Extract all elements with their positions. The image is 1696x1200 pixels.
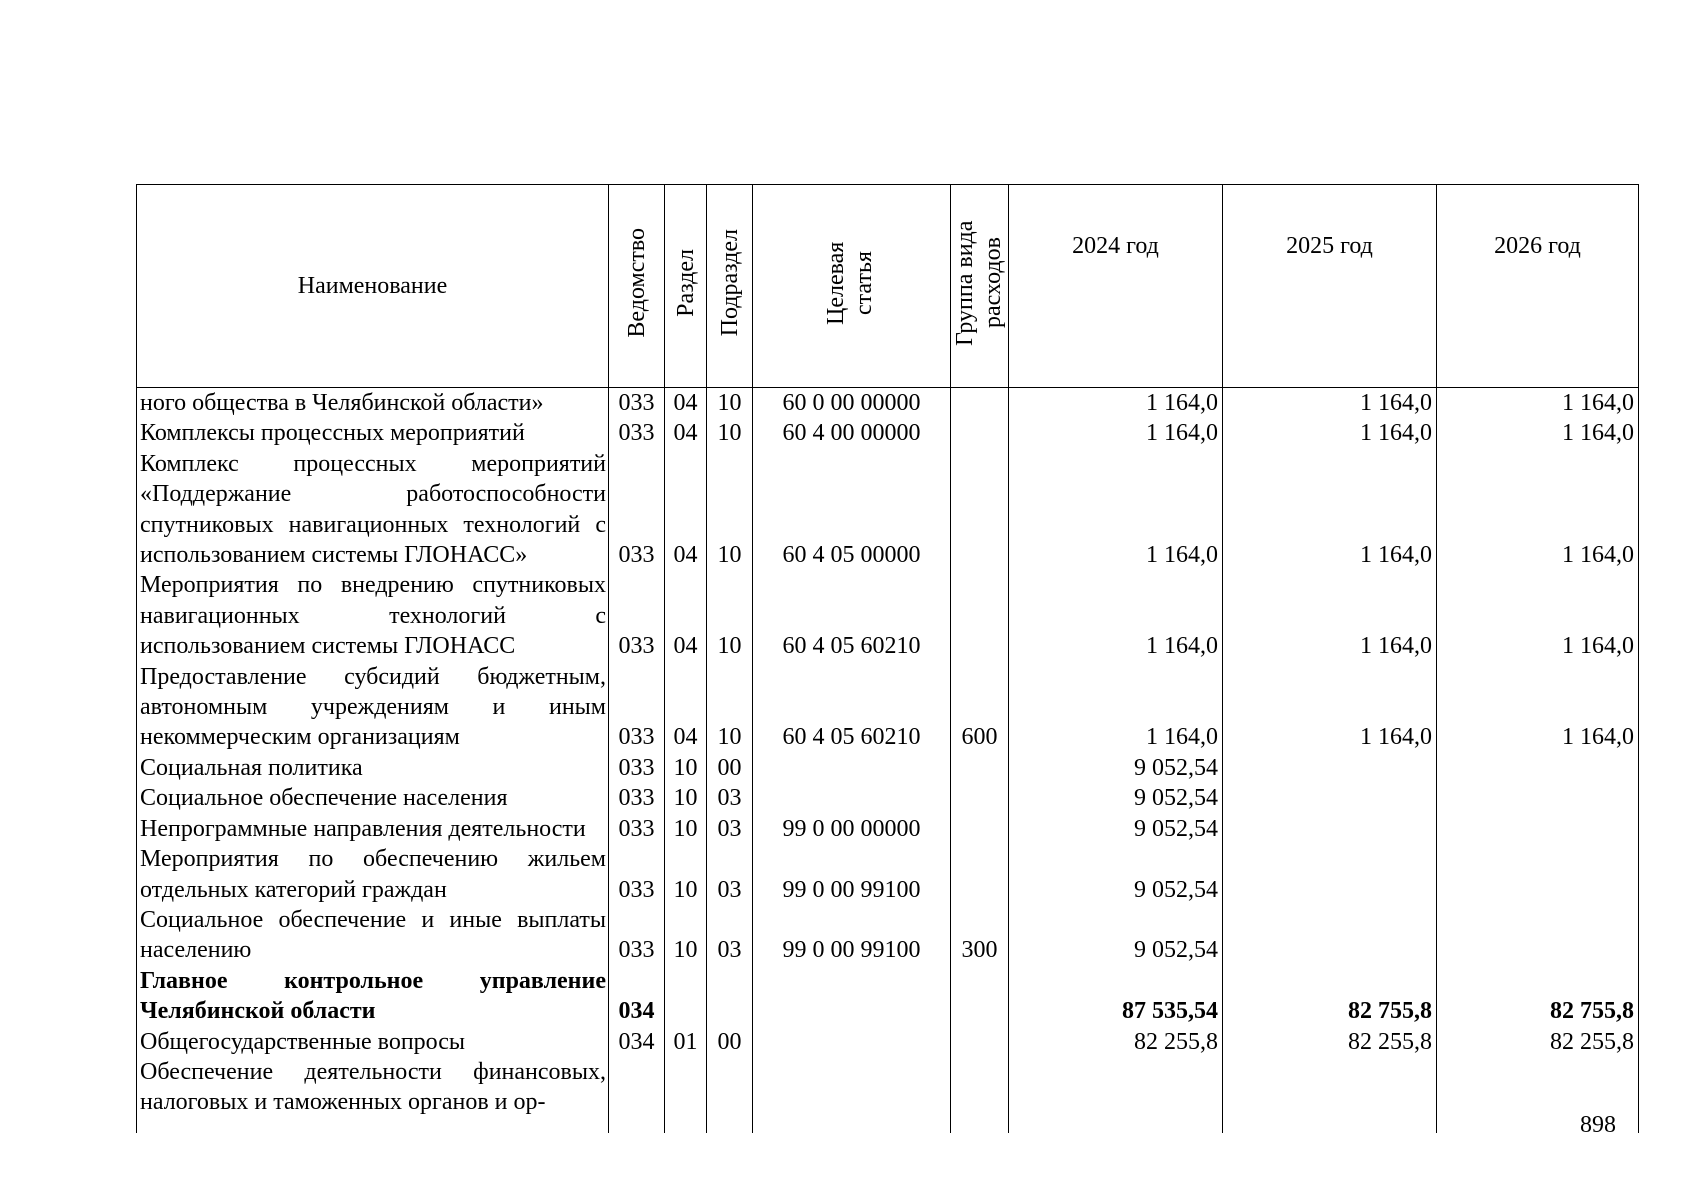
row-grp (951, 449, 1009, 571)
row-grp (951, 1027, 1009, 1057)
row-razd: 10 (665, 905, 707, 966)
table-row (137, 844, 1639, 905)
row-razd: 04 (665, 388, 707, 419)
row-2025: 1 164,0 (1223, 418, 1437, 448)
row-ved: 033 (609, 783, 665, 813)
row-name: Комплекс процессных мероприятий «Поддержание работоспособности спутниковых навигационных технологий с использованием системы ГЛОНАСС» (137, 449, 609, 571)
row-2024: 9 052,54 (1009, 753, 1223, 783)
row-pod: 10 (707, 570, 753, 661)
row-razd: 10 (665, 844, 707, 905)
row-grp (951, 418, 1009, 448)
row-2025: 82 755,8 (1223, 966, 1437, 1027)
table-row (137, 783, 1639, 813)
row-2024: 1 164,0 (1009, 570, 1223, 661)
row-2026: 1 164,0 (1437, 418, 1639, 448)
row-cel: 99 0 00 99100 (753, 844, 951, 905)
row-razd: 04 (665, 418, 707, 448)
row-razd: 10 (665, 814, 707, 844)
row-ved: 033 (609, 570, 665, 661)
table-body (137, 388, 1639, 1133)
table-row (137, 966, 1639, 1027)
row-2026: 1 164,0 (1437, 449, 1639, 571)
row-2024: 9 052,54 (1009, 783, 1223, 813)
row-2026 (1437, 844, 1639, 905)
row-grp (951, 966, 1009, 1027)
row-2024: 1 164,0 (1009, 449, 1223, 571)
header-gruppa-text: Группа вида расходов (952, 219, 1006, 346)
row-cel: 99 0 00 00000 (753, 814, 951, 844)
row-pod (707, 966, 753, 1027)
header-celevaya (753, 185, 951, 388)
row-2025: 1 164,0 (1223, 388, 1437, 419)
row-grp (951, 783, 1009, 813)
header-2025-text: 2025 год (1286, 233, 1373, 259)
row-grp (951, 388, 1009, 419)
row-ved: 033 (609, 662, 665, 753)
budget-table-wrapper (136, 184, 1638, 1116)
header-gruppa (951, 185, 1009, 388)
header-2025 (1223, 185, 1437, 388)
row-2026 (1437, 905, 1639, 966)
row-pod: 03 (707, 905, 753, 966)
row-2024: 9 052,54 (1009, 905, 1223, 966)
row-2026: 1 164,0 (1437, 388, 1639, 419)
row-name: Мероприятия по внедрению спутниковых навигационных технологий с использованием системы ГЛОНАСС (137, 570, 609, 661)
row-name: Социальное обеспечение и иные выплаты населению (137, 905, 609, 966)
row-name: Главное контрольное управление Челябинской области (137, 966, 609, 1027)
row-cel (753, 753, 951, 783)
row-ved: 034 (609, 1027, 665, 1057)
row-2024: 87 535,54 (1009, 966, 1223, 1027)
row-ved: 034 (609, 966, 665, 1027)
row-pod: 00 (707, 1027, 753, 1057)
row-2025: 82 255,8 (1223, 1027, 1437, 1057)
table-row (137, 753, 1639, 783)
row-name: Социальная политика (137, 753, 609, 783)
row-ved (609, 1057, 665, 1133)
row-name: Непрограммные направления деятельности (137, 814, 609, 844)
table-row (137, 1027, 1639, 1057)
row-cel: 60 0 00 00000 (753, 388, 951, 419)
table-row (137, 449, 1639, 571)
header-celevaya-text: Целевая статья (822, 240, 877, 325)
row-ved: 033 (609, 449, 665, 571)
row-2026: 1 164,0 (1437, 570, 1639, 661)
row-2025 (1223, 905, 1437, 966)
budget-table (136, 184, 1639, 1133)
row-2025 (1223, 753, 1437, 783)
row-2025: 1 164,0 (1223, 570, 1437, 661)
row-2026 (1437, 783, 1639, 813)
row-razd (665, 1057, 707, 1133)
row-pod: 10 (707, 388, 753, 419)
header-name-text: Наименование (297, 272, 448, 299)
row-grp (951, 570, 1009, 661)
row-grp (951, 753, 1009, 783)
header-podrazdel-text: Подраздел (716, 228, 743, 337)
row-pod (707, 1057, 753, 1133)
row-2024: 1 164,0 (1009, 388, 1223, 419)
row-cel: 60 4 00 00000 (753, 418, 951, 448)
row-razd: 04 (665, 662, 707, 753)
row-2025 (1223, 844, 1437, 905)
table-row (137, 388, 1639, 419)
row-2026 (1437, 753, 1639, 783)
row-cel: 60 4 05 60210 (753, 662, 951, 753)
row-2026: 82 255,8 (1437, 1027, 1639, 1057)
row-pod: 10 (707, 449, 753, 571)
row-pod: 03 (707, 814, 753, 844)
row-pod: 10 (707, 418, 753, 448)
page-number: 898 (1580, 1112, 1616, 1138)
row-pod: 00 (707, 753, 753, 783)
row-name: Комплексы процессных мероприятий (137, 418, 609, 448)
row-ved: 033 (609, 814, 665, 844)
header-ved (609, 185, 665, 388)
row-2025 (1223, 1057, 1437, 1133)
table-row (137, 905, 1639, 966)
row-cel: 99 0 00 99100 (753, 905, 951, 966)
row-cel: 60 4 05 00000 (753, 449, 951, 571)
row-pod: 10 (707, 662, 753, 753)
row-ved: 033 (609, 388, 665, 419)
row-2025: 1 164,0 (1223, 449, 1437, 571)
row-razd: 10 (665, 783, 707, 813)
header-ved-text: Ведомство (623, 227, 650, 338)
row-grp: 300 (951, 905, 1009, 966)
table-row (137, 570, 1639, 661)
row-pod: 03 (707, 783, 753, 813)
row-2025 (1223, 814, 1437, 844)
row-razd: 04 (665, 570, 707, 661)
row-2026: 82 755,8 (1437, 966, 1639, 1027)
row-2024: 9 052,54 (1009, 844, 1223, 905)
row-2024 (1009, 1057, 1223, 1133)
row-2024: 1 164,0 (1009, 662, 1223, 753)
table-header (137, 185, 1639, 388)
table-row (137, 418, 1639, 448)
row-grp (951, 844, 1009, 905)
table-row (137, 1057, 1639, 1133)
row-grp (951, 1057, 1009, 1133)
row-2024: 9 052,54 (1009, 814, 1223, 844)
header-razdel-text: Раздел (672, 248, 699, 317)
row-cel: 60 4 05 60210 (753, 570, 951, 661)
row-cel (753, 783, 951, 813)
row-name: Обеспечение деятельности финансовых, налоговых и таможенных органов и ор- (137, 1057, 609, 1133)
row-name: Предоставление субсидий бюджетным, автономным учреждениям и иным некоммерческим организациям (137, 662, 609, 753)
table-row (137, 814, 1639, 844)
row-cel (753, 1027, 951, 1057)
table-row (137, 662, 1639, 753)
row-ved: 033 (609, 844, 665, 905)
header-name (137, 185, 609, 388)
row-2024: 82 255,8 (1009, 1027, 1223, 1057)
row-razd (665, 966, 707, 1027)
row-pod: 03 (707, 844, 753, 905)
row-razd: 10 (665, 753, 707, 783)
row-grp (951, 814, 1009, 844)
row-cel (753, 1057, 951, 1133)
row-ved: 033 (609, 905, 665, 966)
row-2025 (1223, 783, 1437, 813)
row-2026 (1437, 814, 1639, 844)
header-2026 (1437, 185, 1639, 388)
row-2026: 1 164,0 (1437, 662, 1639, 753)
row-razd: 01 (665, 1027, 707, 1057)
row-razd: 04 (665, 449, 707, 571)
row-ved: 033 (609, 418, 665, 448)
header-2024-text: 2024 год (1072, 233, 1159, 259)
row-ved: 033 (609, 753, 665, 783)
header-podrazdel (707, 185, 753, 388)
header-2026-text: 2026 год (1494, 233, 1581, 259)
row-2025: 1 164,0 (1223, 662, 1437, 753)
row-name: Социальное обеспечение населения (137, 783, 609, 813)
row-grp: 600 (951, 662, 1009, 753)
row-name: ного общества в Челябинской области» (137, 388, 609, 419)
row-2024: 1 164,0 (1009, 418, 1223, 448)
header-razdel (665, 185, 707, 388)
row-name: Мероприятия по обеспечению жильем отдельных категорий граждан (137, 844, 609, 905)
row-cel (753, 966, 951, 1027)
row-name: Общегосударственные вопросы (137, 1027, 609, 1057)
header-2024 (1009, 185, 1223, 388)
